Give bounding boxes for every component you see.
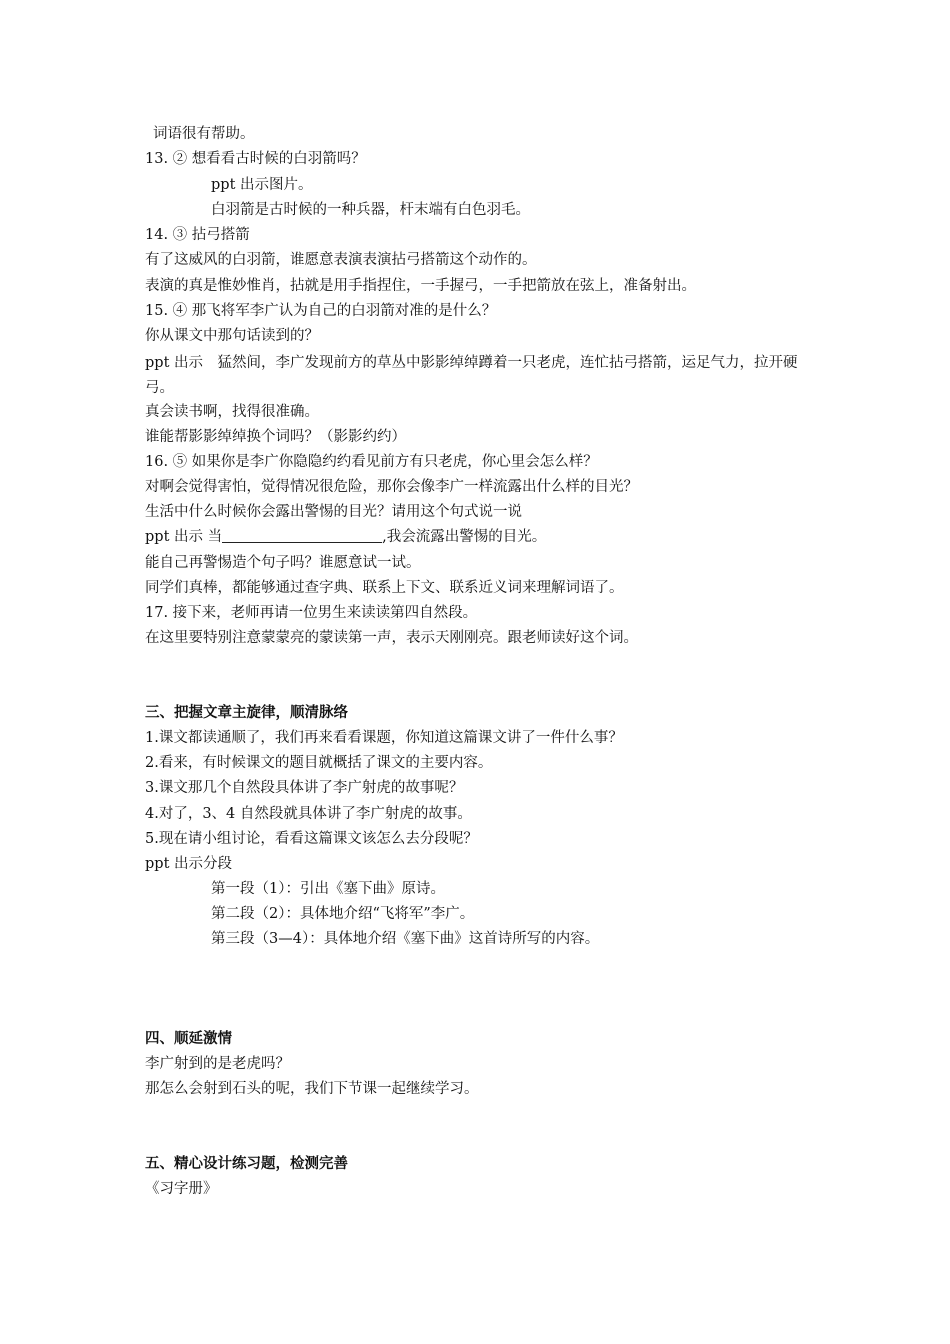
text-line: 表演的真是惟妙惟肖，拈就是用手指捏住，一手握弓，一手把箭放在弦上，准备射出。 [145,278,696,294]
text-line: 有了这威风的白羽箭，谁愿意表演表演拈弓搭箭这个动作的。 [145,252,537,268]
blank-line [222,528,382,543]
text-line: 第二段（2）：具体地介绍“飞将军”李广。 [211,906,475,922]
sentence-suffix: ,我会流露出警惕的目光。 [382,529,547,545]
text-line: 2.看来，有时候课文的题目就概括了课文的主要内容。 [145,755,493,771]
text-line: 真会读书啊，找得很准确。 [145,404,319,420]
text-line: 5.现在请小组讨论，看看这篇课文该怎么去分段呢？ [145,831,478,847]
text-line: 第三段（3—4）：具体地介绍《塞下曲》这首诗所写的内容。 [211,931,600,947]
text-line: 李广射到的是老虎吗？ [145,1056,290,1072]
text-line: ppt 出示图片。 [211,177,313,193]
section-heading: 五、精心设计练习题，检测完善 [145,1155,348,1172]
text-line: 谁能帮影影绰绰换个词吗？（影影约约） [145,429,406,445]
section-heading: 三、把握文章主旋律，顺清脉络 [145,704,348,721]
text-line: 那怎么会射到石头的呢，我们下节课一起继续学习。 [145,1081,479,1097]
text-line: 13. ② 想看看古时候的白羽箭吗？ [145,151,366,167]
text-line: 《习字册》 [145,1181,218,1197]
text-line: 3.课文那几个自然段具体讲了李广射虎的故事呢？ [145,780,464,796]
text-line: ppt 出示分段 [145,856,232,872]
text-line: 白羽箭是古时候的一种兵器，杆末端有白色羽毛。 [211,202,530,218]
text-line: 词语很有帮助。 [153,126,255,142]
text-line: 14. ③ 拈弓搭箭 [145,227,250,243]
text-line: 15. ④ 那飞将军李广认为自己的白羽箭对准的是什么？ [145,303,497,319]
text-line: 能自己再警惕造个句子吗？谁愿意试一试。 [145,555,421,571]
text-line: 在这里要特别注意蒙蒙亮的蒙读第一声，表示天刚刚亮。跟老师读好这个词。 [145,630,638,646]
text-line: 4.对了，3、4 自然段就具体讲了李广射虎的故事。 [145,806,472,822]
text-line: 你从课文中那句话读到的？ [145,328,319,344]
text-line: 16. ⑤ 如果你是李广你隐隐约约看见前方有只老虎，你心里会怎么样？ [145,454,598,470]
sentence-prefix: ppt 出示 当 [145,529,223,545]
fill-blank-sentence [145,527,546,547]
text-line: 对啊会觉得害怕，觉得情况很危险，那你会像李广一样流露出什么样的目光？ [145,479,638,495]
text-line: 1.课文都读通顺了，我们再来看看课题，你知道这篇课文讲了一件什么事？ [145,730,623,746]
text-line: 第一段（1）：引出《塞下曲》原诗。 [211,881,445,897]
text-line: 17. 接下来，老师再请一位男生来读读第四自然段。 [145,605,478,621]
section-heading: 四、顺延激情 [145,1030,232,1047]
text-line: 同学们真棒，都能够通过查字典、联系上下文、联系近义词来理解词语了。 [145,580,624,596]
text-line: 生活中什么时候你会露出警惕的目光？请用这个句式说一说 [145,504,522,520]
text-paragraph: ppt 出示 猛然间，李广发现前方的草丛中影影绰绰蹲着一只老虎，连忙拈弓搭箭，运足气力，拉开硬弓。 [145,355,798,396]
